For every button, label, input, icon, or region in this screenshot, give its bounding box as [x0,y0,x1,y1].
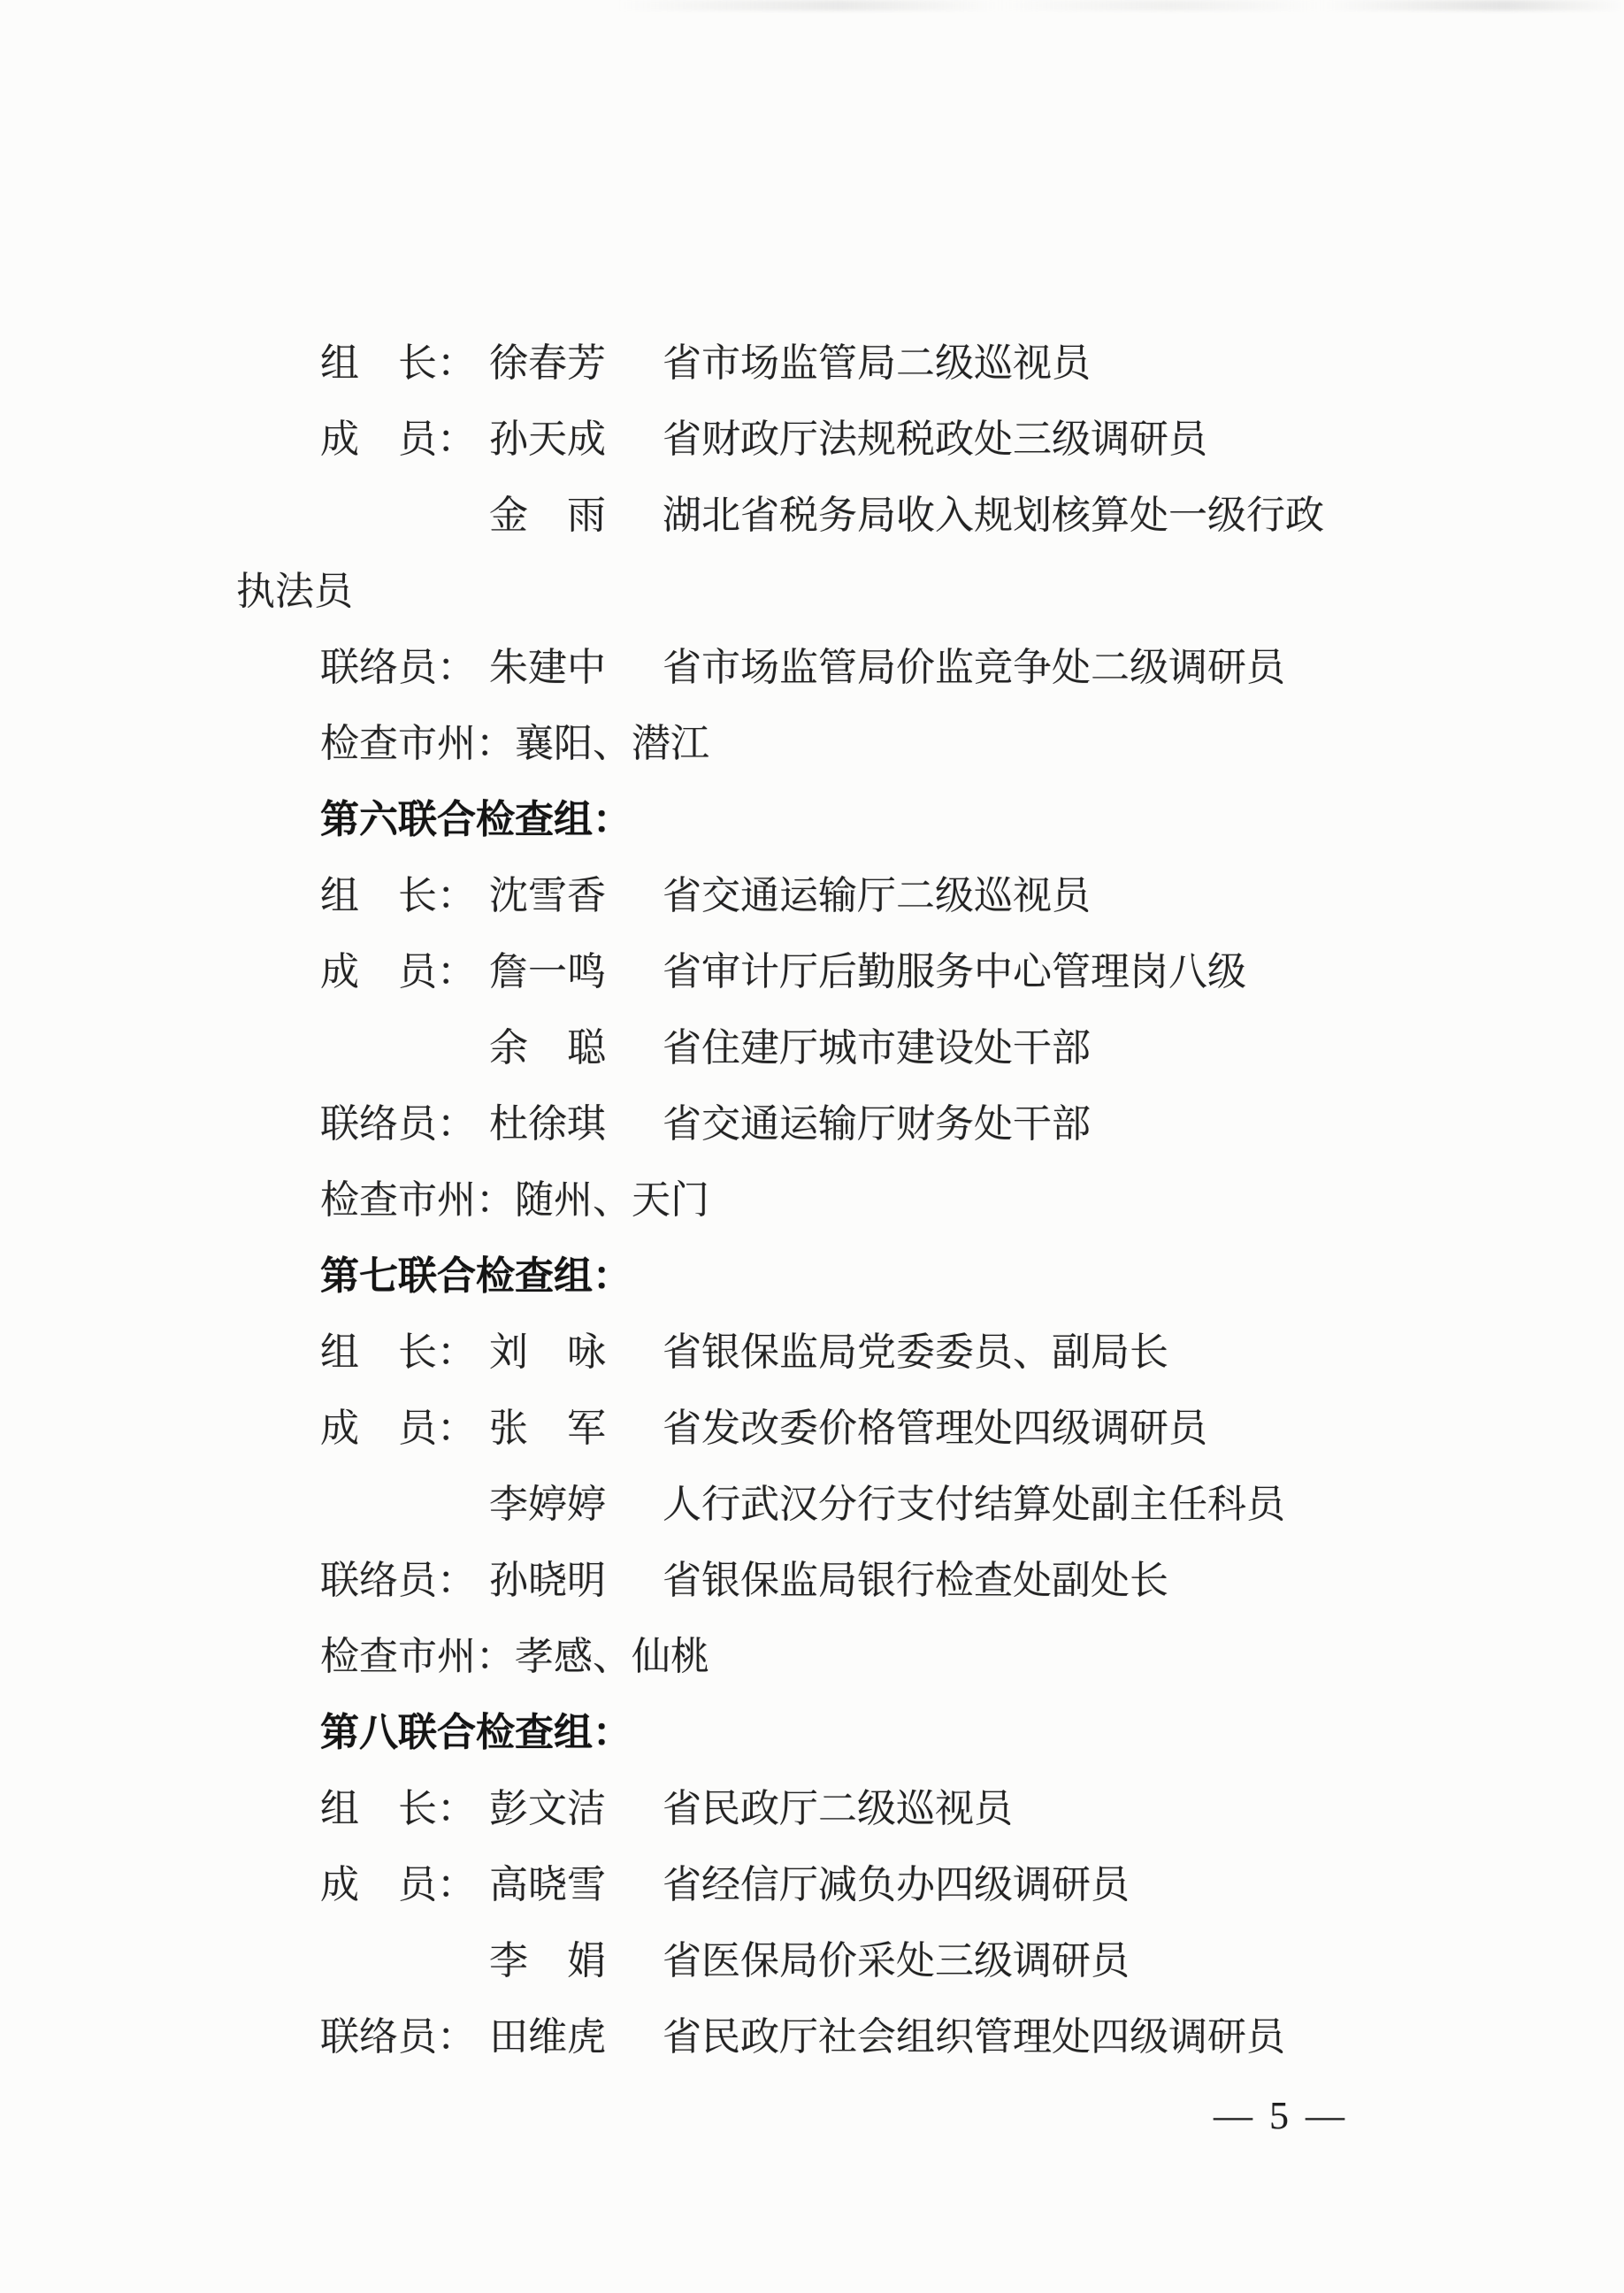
inspection-group-7 [0,1239,1624,1695]
cities-row [0,1162,1624,1239]
role-label: 联络员： [320,2015,476,2059]
member-row [0,1010,1624,1086]
role-label: 组 长： [320,1787,476,1830]
member-row [0,1847,1624,1923]
member-row [0,1467,1624,1543]
role-label: 联络员： [320,1102,476,1146]
member-title: 省民政厅二级巡视员 [663,1787,1013,1830]
member-name: 詹一鸣 [489,950,606,993]
member-title: 省银保监局银行检查处副处长 [663,1559,1168,1602]
member-title: 省医保局价采处三级调研员 [663,1939,1130,1982]
inspection-group-8 [0,1695,1624,2075]
member-name: 朱建中 [489,646,606,689]
role-label: 组 长： [320,874,476,917]
member-name: 孙晓明 [489,1559,606,1602]
member-name: 张 军 [489,1407,606,1450]
member-title: 省发改委价格管理处四级调研员 [663,1407,1207,1450]
cities-list: 孝感、仙桃 [515,1635,709,1678]
member-name: 沈雪香 [489,874,606,917]
role-label: 组 长： [320,341,476,385]
member-name: 孙天成 [489,418,606,461]
leader-row [0,1315,1624,1391]
liaison-row [0,1086,1624,1162]
role-label: 成 员： [320,418,476,461]
member-title: 省市场监管局价监竞争处二级调研员 [663,646,1285,689]
role-label: 检查市州： [320,722,515,765]
role-label: 检查市州： [320,1178,515,1222]
role-label: 成 员： [320,1407,476,1450]
member-title: 湖北省税务局收入规划核算处一级行政 [663,494,1324,537]
member-name: 高晓雪 [489,1863,606,1906]
member-row [0,402,1624,478]
liaison-row [0,1543,1624,1619]
member-title: 省银保监局党委委员、副局长 [663,1331,1168,1374]
member-name: 刘 咏 [489,1331,606,1374]
scan-artifact [617,0,1624,11]
member-name: 杜徐琪 [489,1102,606,1146]
inspection-group-6 [0,782,1624,1239]
member-title: 省财政厅法规税政处三级调研员 [663,418,1207,461]
member-name: 余 聪 [489,1026,606,1070]
role-label: 成 员： [320,950,476,993]
member-name: 彭文洁 [489,1787,606,1830]
member-title: 省审计厅后勤服务中心管理岗八级 [663,950,1246,993]
cities-row [0,1619,1624,1695]
member-name: 徐春芳 [489,341,606,385]
title-wrap-row [0,554,1624,630]
member-row [0,1923,1624,1999]
page-number: — 5 — [1214,2094,1348,2137]
cities-list: 随州、天门 [515,1178,709,1222]
member-title: 省住建厅城市建设处干部 [663,1026,1091,1070]
group-heading: 第八联合检查组： [320,1711,632,1754]
member-title: 省交通运输厅财务处干部 [663,1102,1091,1146]
member-title: 省市场监管局二级巡视员 [663,341,1091,385]
role-label: 组 长： [320,1331,476,1374]
member-name: 李 娟 [489,1939,606,1982]
group-heading: 第七联合检查组： [320,1254,632,1298]
cities-list: 襄阳、潜江 [515,722,709,765]
cities-row [0,706,1624,782]
member-title: 省经信厅减负办四级调研员 [663,1863,1130,1906]
member-row [0,478,1624,554]
liaison-row [0,630,1624,706]
member-name: 金 雨 [489,494,606,537]
member-row [0,934,1624,1010]
role-label: 成 员： [320,1863,476,1906]
member-title: 省交通运输厅二级巡视员 [663,874,1091,917]
member-name: 田维虎 [489,2015,606,2059]
role-label: 检查市州： [320,1635,515,1678]
inspection-group-5-continued [0,326,1624,782]
member-name: 李婷婷 [489,1483,606,1526]
group-heading: 第六联合检查组： [320,798,632,841]
member-row [0,1391,1624,1467]
member-title: 省民政厅社会组织管理处四级调研员 [663,2015,1285,2059]
liaison-row [0,1999,1624,2075]
member-title-continued: 执法员 [236,570,353,613]
leader-row [0,1771,1624,1847]
leader-row [0,858,1624,934]
role-label: 联络员： [320,1559,476,1602]
leader-row [0,326,1624,402]
role-label: 联络员： [320,646,476,689]
member-title: 人行武汉分行支付结算处副主任科员 [663,1483,1285,1526]
document-page [0,326,1624,2075]
